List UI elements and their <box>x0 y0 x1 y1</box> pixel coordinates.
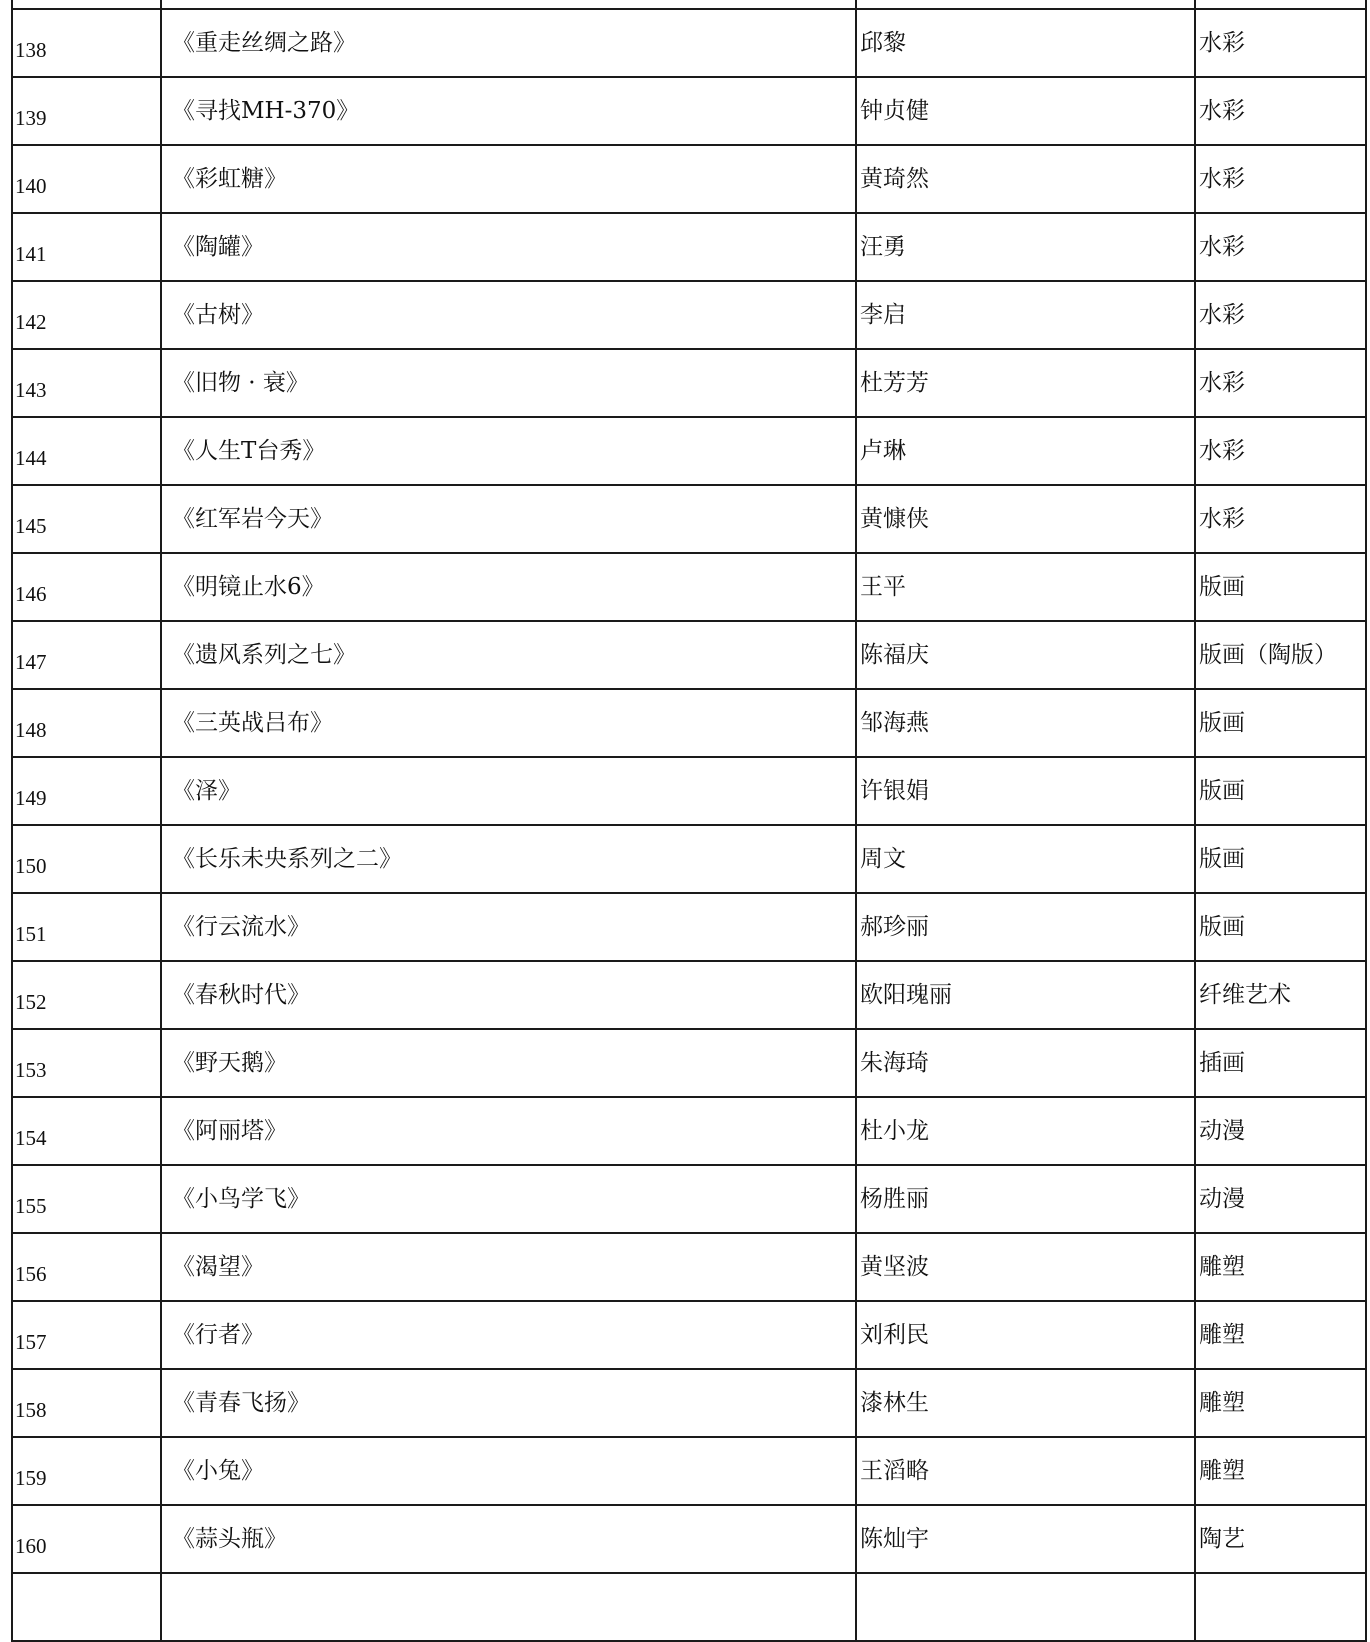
artwork-title: 《小兔》 <box>172 1458 264 1484</box>
cell-empty <box>1195 0 1366 9</box>
entry-number: 148 <box>15 718 47 742</box>
artwork-title: 《行者》 <box>172 1322 264 1348</box>
artwork-title: 《寻找MH-370》 <box>172 98 360 124</box>
entry-number: 152 <box>15 990 47 1014</box>
num-cell <box>12 757 161 825</box>
table-row <box>12 1029 1366 1097</box>
title-cell <box>161 1165 856 1233</box>
cat-cell <box>1195 1029 1366 1097</box>
table-row <box>12 553 1366 621</box>
artwork-category: 插画 <box>1199 1050 1245 1076</box>
artist-name: 邹海燕 <box>860 710 929 736</box>
cat-cell <box>1195 757 1366 825</box>
cat-cell <box>1195 77 1366 145</box>
num-cell <box>12 1165 161 1233</box>
table-row <box>12 213 1366 281</box>
num-cell <box>12 1097 161 1165</box>
num-cell <box>12 1369 161 1437</box>
cell-empty <box>856 0 1195 9</box>
entry-number: 150 <box>15 854 47 878</box>
artist-cell <box>856 621 1195 689</box>
cat-cell <box>1195 417 1366 485</box>
artwork-title: 《旧物 · 衰》 <box>172 370 309 396</box>
table-row <box>12 1097 1366 1165</box>
artist-name: 朱海琦 <box>860 1050 929 1076</box>
cat-cell <box>1195 281 1366 349</box>
table-row-partial-top <box>12 0 1366 9</box>
artwork-title: 《陶罐》 <box>172 234 264 260</box>
artwork-title: 《明镜止水6》 <box>172 574 325 600</box>
num-cell <box>12 553 161 621</box>
cat-cell <box>1195 825 1366 893</box>
artist-cell <box>856 689 1195 757</box>
artwork-category: 水彩 <box>1199 506 1245 532</box>
table-row <box>12 1165 1366 1233</box>
artist-cell <box>856 213 1195 281</box>
entry-number: 146 <box>15 582 47 606</box>
entry-number: 144 <box>15 446 47 470</box>
title-cell <box>161 553 856 621</box>
artwork-category: 动漫 <box>1199 1186 1245 1212</box>
title-cell <box>161 145 856 213</box>
artist-name: 刘利民 <box>860 1322 929 1348</box>
table-row <box>12 485 1366 553</box>
title-cell <box>161 213 856 281</box>
title-cell <box>161 281 856 349</box>
artist-name: 周文 <box>860 846 906 872</box>
entry-number: 154 <box>15 1126 47 1150</box>
cell-empty <box>856 1573 1195 1641</box>
num-cell <box>12 689 161 757</box>
artwork-title: 《三英战吕布》 <box>172 710 333 736</box>
entry-number: 153 <box>15 1058 47 1082</box>
artist-name: 王平 <box>860 574 906 600</box>
num-cell <box>12 1029 161 1097</box>
entry-number: 151 <box>15 922 47 946</box>
cat-cell <box>1195 961 1366 1029</box>
artwork-category: 陶艺 <box>1199 1526 1245 1552</box>
artwork-title: 《小鸟学飞》 <box>172 1186 310 1212</box>
artwork-category: 雕塑 <box>1199 1458 1245 1484</box>
num-cell <box>12 621 161 689</box>
artist-name: 许银娟 <box>860 778 929 804</box>
num-cell <box>12 1233 161 1301</box>
cat-cell <box>1195 9 1366 77</box>
artwork-category: 水彩 <box>1199 98 1245 124</box>
title-cell <box>161 485 856 553</box>
entry-number: 142 <box>15 310 47 334</box>
artwork-title: 《野天鹅》 <box>172 1050 287 1076</box>
num-cell <box>12 145 161 213</box>
entry-number: 141 <box>15 242 47 266</box>
artist-name: 陈福庆 <box>860 642 929 668</box>
artwork-list-table <box>11 0 1367 1642</box>
artwork-category: 版画 <box>1199 710 1245 736</box>
artist-cell <box>856 1369 1195 1437</box>
artwork-category: 动漫 <box>1199 1118 1245 1144</box>
cell-empty <box>161 0 856 9</box>
artist-name: 黄慷侠 <box>860 506 929 532</box>
table-row <box>12 1233 1366 1301</box>
title-cell <box>161 417 856 485</box>
num-cell <box>12 1437 161 1505</box>
artist-cell <box>856 77 1195 145</box>
artwork-title: 《阿丽塔》 <box>172 1118 287 1144</box>
cat-cell <box>1195 621 1366 689</box>
title-cell <box>161 961 856 1029</box>
artist-name: 杜芳芳 <box>860 370 929 396</box>
entry-number: 140 <box>15 174 47 198</box>
table-row <box>12 961 1366 1029</box>
artwork-title: 《彩虹糖》 <box>172 166 287 192</box>
cat-cell <box>1195 213 1366 281</box>
artwork-category: 版画 <box>1199 914 1245 940</box>
artwork-category: 版画 <box>1199 778 1245 804</box>
entry-number: 143 <box>15 378 47 402</box>
artist-name: 钟贞健 <box>860 98 929 124</box>
num-cell <box>12 417 161 485</box>
artwork-category: 版画 <box>1199 574 1245 600</box>
cat-cell <box>1195 1097 1366 1165</box>
entry-number: 149 <box>15 786 47 810</box>
artist-cell <box>856 1301 1195 1369</box>
cat-cell <box>1195 145 1366 213</box>
artwork-category: 水彩 <box>1199 370 1245 396</box>
artist-name: 杜小龙 <box>860 1118 929 1144</box>
artist-cell <box>856 553 1195 621</box>
artwork-category: 雕塑 <box>1199 1254 1245 1280</box>
title-cell <box>161 1437 856 1505</box>
table-row <box>12 145 1366 213</box>
table-row <box>12 417 1366 485</box>
title-cell <box>161 1233 856 1301</box>
num-cell <box>12 1301 161 1369</box>
table-row <box>12 1437 1366 1505</box>
cat-cell <box>1195 1505 1366 1573</box>
artist-cell <box>856 1233 1195 1301</box>
num-cell <box>12 893 161 961</box>
cell-empty <box>12 0 161 9</box>
artist-name: 郝珍丽 <box>860 914 929 940</box>
entry-number: 155 <box>15 1194 47 1218</box>
artist-name: 黄坚波 <box>860 1254 929 1280</box>
table-row <box>12 621 1366 689</box>
cat-cell <box>1195 485 1366 553</box>
table-row <box>12 825 1366 893</box>
artist-name: 杨胜丽 <box>860 1186 929 1212</box>
artwork-title: 《遗风系列之七》 <box>172 642 356 668</box>
table-row <box>12 349 1366 417</box>
entry-number: 157 <box>15 1330 47 1354</box>
title-cell <box>161 1097 856 1165</box>
artwork-category: 雕塑 <box>1199 1322 1245 1348</box>
artist-name: 王滔略 <box>860 1458 929 1484</box>
title-cell <box>161 1505 856 1573</box>
artwork-category: 水彩 <box>1199 302 1245 328</box>
cat-cell <box>1195 689 1366 757</box>
table-row <box>12 9 1366 77</box>
artist-name: 汪勇 <box>860 234 906 260</box>
artwork-title: 《青春飞扬》 <box>172 1390 310 1416</box>
table-row <box>12 281 1366 349</box>
artist-cell <box>856 893 1195 961</box>
artist-name: 欧阳瑰丽 <box>860 982 952 1008</box>
artwork-category: 版画 <box>1199 846 1245 872</box>
num-cell <box>12 213 161 281</box>
num-cell <box>12 825 161 893</box>
artwork-title: 《行云流水》 <box>172 914 310 940</box>
cat-cell <box>1195 553 1366 621</box>
title-cell <box>161 349 856 417</box>
table-row <box>12 1505 1366 1573</box>
artist-cell <box>856 1437 1195 1505</box>
artist-cell <box>856 349 1195 417</box>
title-cell <box>161 1029 856 1097</box>
cat-cell <box>1195 893 1366 961</box>
artwork-title: 《渴望》 <box>172 1254 264 1280</box>
table-row <box>12 1301 1366 1369</box>
num-cell <box>12 9 161 77</box>
title-cell <box>161 825 856 893</box>
artwork-category: 水彩 <box>1199 438 1245 464</box>
artwork-title: 《蒜头瓶》 <box>172 1526 287 1552</box>
cell-empty <box>1195 1573 1366 1641</box>
entry-number: 145 <box>15 514 47 538</box>
cat-cell <box>1195 349 1366 417</box>
artwork-category: 水彩 <box>1199 30 1245 56</box>
artwork-category: 纤维艺术 <box>1199 982 1291 1008</box>
num-cell <box>12 77 161 145</box>
artist-cell <box>856 485 1195 553</box>
title-cell <box>161 757 856 825</box>
table-row <box>12 1369 1366 1437</box>
artist-name: 陈灿宇 <box>860 1526 929 1552</box>
artist-cell <box>856 825 1195 893</box>
title-cell <box>161 77 856 145</box>
artwork-title: 《长乐未央系列之二》 <box>172 846 402 872</box>
artwork-category: 版画（陶版） <box>1199 642 1337 668</box>
artwork-category: 雕塑 <box>1199 1390 1245 1416</box>
artist-name: 卢琳 <box>860 438 906 464</box>
artist-cell <box>856 281 1195 349</box>
table-row-partial-bottom <box>12 1573 1366 1641</box>
artist-name: 邱黎 <box>860 30 906 56</box>
entry-number: 160 <box>15 1534 47 1558</box>
num-cell <box>12 485 161 553</box>
cat-cell <box>1195 1301 1366 1369</box>
entry-number: 159 <box>15 1466 47 1490</box>
table-row <box>12 757 1366 825</box>
title-cell <box>161 621 856 689</box>
entry-number: 147 <box>15 650 47 674</box>
artwork-title: 《春秋时代》 <box>172 982 310 1008</box>
cat-cell <box>1195 1233 1366 1301</box>
title-cell <box>161 9 856 77</box>
title-cell <box>161 1301 856 1369</box>
artist-name: 李启 <box>860 302 906 328</box>
artist-cell <box>856 9 1195 77</box>
artwork-title: 《人生T台秀》 <box>172 438 326 464</box>
artist-cell <box>856 417 1195 485</box>
num-cell <box>12 281 161 349</box>
artwork-title: 《泽》 <box>172 778 241 804</box>
table-body <box>12 0 1366 1641</box>
table-row <box>12 893 1366 961</box>
table-row <box>12 77 1366 145</box>
artwork-category: 水彩 <box>1199 234 1245 260</box>
artist-cell <box>856 1029 1195 1097</box>
table-row <box>12 689 1366 757</box>
cat-cell <box>1195 1437 1366 1505</box>
artist-cell <box>856 1097 1195 1165</box>
entry-number: 138 <box>15 38 47 62</box>
artwork-title: 《古树》 <box>172 302 264 328</box>
artist-cell <box>856 757 1195 825</box>
title-cell <box>161 893 856 961</box>
cat-cell <box>1195 1369 1366 1437</box>
entry-number: 158 <box>15 1398 47 1422</box>
artist-cell <box>856 145 1195 213</box>
artwork-title: 《红军岩今天》 <box>172 506 333 532</box>
cat-cell <box>1195 1165 1366 1233</box>
cell-empty <box>12 1573 161 1641</box>
artist-cell <box>856 961 1195 1029</box>
artist-cell <box>856 1165 1195 1233</box>
artist-cell <box>856 1505 1195 1573</box>
entry-number: 139 <box>15 106 47 130</box>
artist-name: 漆林生 <box>860 1390 929 1416</box>
cell-empty <box>161 1573 856 1641</box>
artist-name: 黄琦然 <box>860 166 929 192</box>
artwork-title: 《重走丝绸之路》 <box>172 30 356 56</box>
num-cell <box>12 961 161 1029</box>
title-cell <box>161 1369 856 1437</box>
artwork-category: 水彩 <box>1199 166 1245 192</box>
entry-number: 156 <box>15 1262 47 1286</box>
num-cell <box>12 1505 161 1573</box>
num-cell <box>12 349 161 417</box>
title-cell <box>161 689 856 757</box>
